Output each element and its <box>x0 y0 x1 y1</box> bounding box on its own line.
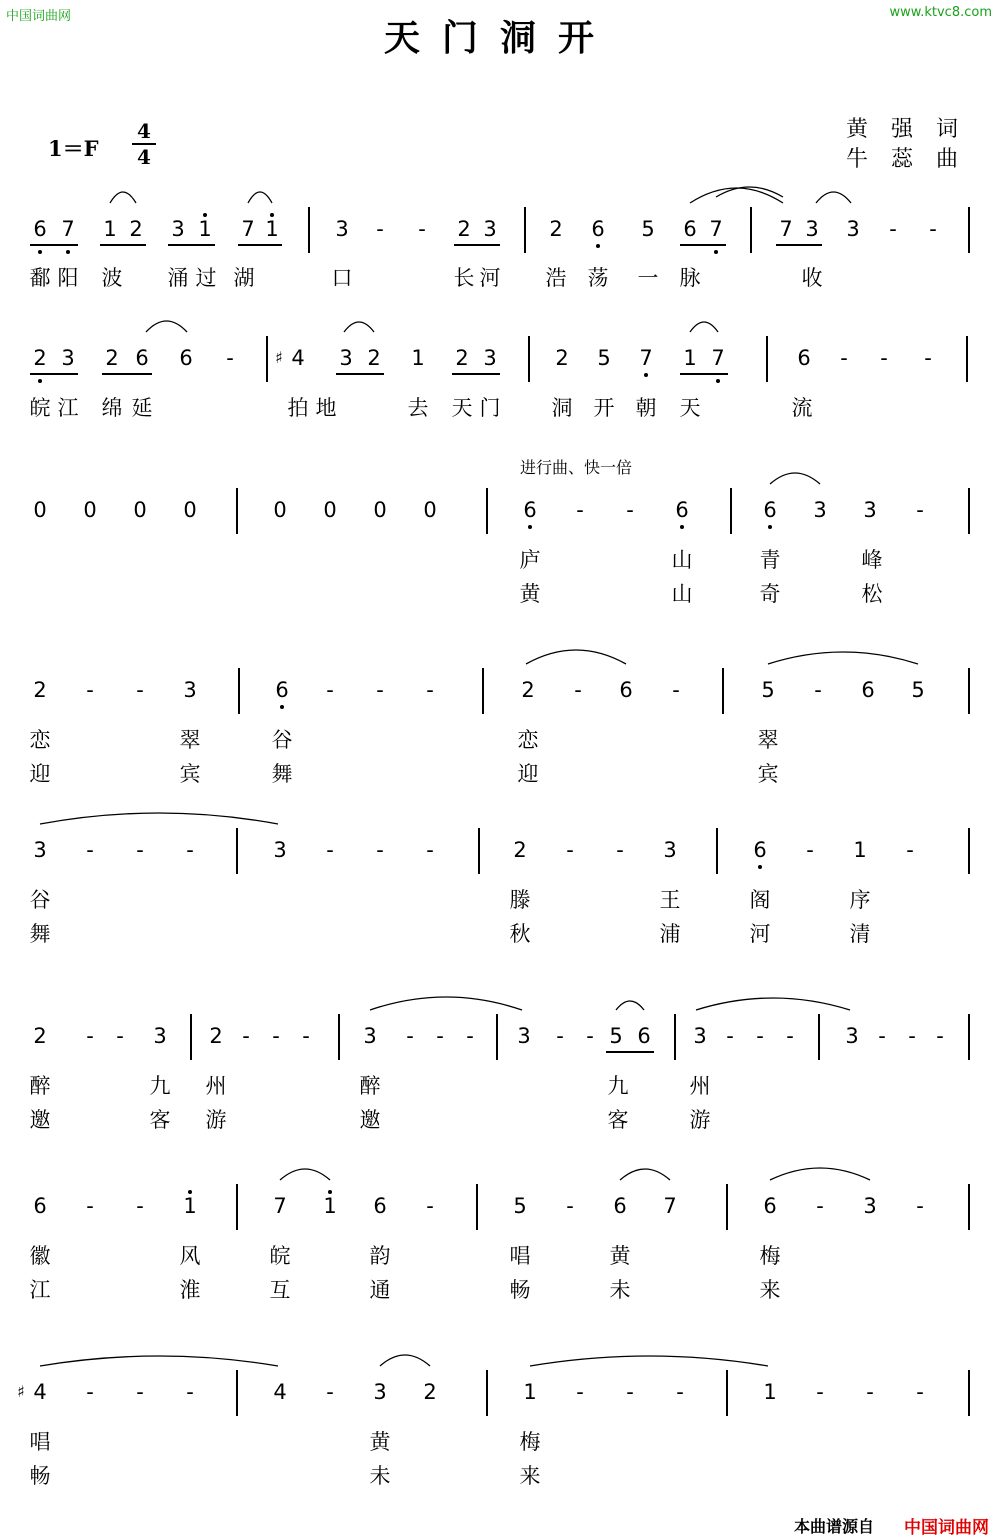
note: 1 <box>103 217 117 241</box>
slur-arc <box>526 650 626 664</box>
lyric-char: 脉 <box>679 266 701 290</box>
lyric-char: 滕 <box>509 888 531 912</box>
note: - <box>426 678 434 702</box>
lyric-char: 收 <box>801 266 823 290</box>
note: - <box>756 1024 764 1048</box>
note: 3 <box>335 217 349 241</box>
note: 2 <box>105 346 119 370</box>
note: - <box>916 1194 924 1218</box>
lyric-char: 松 <box>861 582 883 606</box>
note: 7 <box>709 217 723 241</box>
lyric-char: 邀 <box>29 1108 51 1132</box>
lyric-char: 州 <box>689 1074 711 1098</box>
note: 1 <box>853 838 867 862</box>
note: - <box>840 346 848 370</box>
note: 3 <box>663 838 677 862</box>
note: 2 <box>129 217 143 241</box>
note: - <box>186 838 194 862</box>
note: - <box>116 1024 124 1048</box>
note: - <box>406 1024 414 1048</box>
note-digit: 4 <box>291 346 305 370</box>
note: 2 <box>457 217 471 241</box>
note: - <box>806 838 814 862</box>
note: 2 <box>33 678 47 702</box>
lyric-char: 秋 <box>509 922 531 946</box>
note: 3 <box>863 1194 877 1218</box>
note: 3 <box>363 1024 377 1048</box>
note: 0 <box>373 498 387 522</box>
note: 0 <box>33 498 47 522</box>
lyric-char: 畅 <box>29 1464 51 1488</box>
slur-arc <box>768 652 918 664</box>
site-url-right: www.ktvc8.com <box>889 5 992 20</box>
note: 6 <box>637 1024 651 1048</box>
note: - <box>866 1380 874 1404</box>
note: 6 <box>797 346 811 370</box>
note: 6 <box>135 346 149 370</box>
lyric-char: 醉 <box>29 1074 51 1098</box>
lyric-char: 九 <box>149 1074 171 1098</box>
note: - <box>136 1194 144 1218</box>
note: 0 <box>323 498 337 522</box>
note: - <box>86 1380 94 1404</box>
lyric-char: 皖 <box>29 396 51 420</box>
slur-arc <box>770 473 820 484</box>
lyric-char: 唱 <box>29 1430 51 1454</box>
note: - <box>929 217 937 241</box>
note: - <box>86 678 94 702</box>
note: 5 <box>911 678 925 702</box>
note: 1 <box>763 1380 777 1404</box>
note: 0 <box>423 498 437 522</box>
meter-top: 4 <box>137 119 151 143</box>
note: 3 <box>373 1380 387 1404</box>
note: 0 <box>133 498 147 522</box>
note: 2 <box>549 217 563 241</box>
lyric-char: 恋 <box>29 728 51 752</box>
lyric-char: 阳 <box>57 266 79 290</box>
sharp-sign: ♯ <box>275 348 283 367</box>
lyric-char: 波 <box>101 266 123 290</box>
note: 6 <box>179 346 193 370</box>
note: - <box>86 1024 94 1048</box>
site-logo-left: 中国词曲网 <box>6 9 72 24</box>
note: 6 <box>373 1194 387 1218</box>
footer-source-site: 中国词曲网 <box>904 1518 989 1538</box>
note: 4 <box>273 1380 287 1404</box>
meter-bottom: 4 <box>137 145 151 169</box>
note: - <box>726 1024 734 1048</box>
note: 3 <box>805 217 819 241</box>
note: - <box>86 1194 94 1218</box>
note: 2 <box>33 1024 47 1048</box>
lyric-char: 浦 <box>659 922 681 946</box>
slur-arc <box>530 1356 768 1366</box>
lyric-char: 朝 <box>635 396 657 420</box>
lyric-char: 翠 <box>757 728 779 752</box>
note: 3 <box>171 217 185 241</box>
note: - <box>466 1024 474 1048</box>
lyric-char: 宾 <box>757 762 779 786</box>
lyric-char: 迎 <box>29 762 51 786</box>
note: - <box>906 838 914 862</box>
lyric-char: 江 <box>29 1278 51 1302</box>
lyric-char: 来 <box>759 1278 781 1302</box>
note: - <box>626 498 634 522</box>
lyric-char: 涌 <box>167 266 189 290</box>
lyric-char: 阁 <box>749 888 771 912</box>
note: 2 <box>455 346 469 370</box>
note: - <box>924 346 932 370</box>
footer-source-label: 本曲谱源自 <box>794 1517 875 1536</box>
lyric-char: 地 <box>315 396 337 420</box>
note: 0 <box>83 498 97 522</box>
note: - <box>676 1380 684 1404</box>
note: 6 <box>619 678 633 702</box>
lyric-char: 门 <box>479 396 501 420</box>
slur-arc <box>690 322 718 332</box>
lyric-char: 清 <box>849 922 871 946</box>
note: - <box>586 1024 594 1048</box>
lyric-char: 峰 <box>861 548 883 572</box>
lyric-char: 谷 <box>271 728 293 752</box>
note: - <box>556 1024 564 1048</box>
note: - <box>418 217 426 241</box>
lyric-char: 河 <box>749 922 771 946</box>
note: - <box>576 1380 584 1404</box>
composer-credit: 牛 蕊 曲 <box>846 147 966 172</box>
lyricist-credit: 黄 强 词 <box>846 117 966 142</box>
lyric-char: 湖 <box>233 266 255 290</box>
score-title: 天门洞开 <box>383 17 616 59</box>
note: 3 <box>273 838 287 862</box>
lyric-char: 洞 <box>551 396 573 420</box>
lyric-char: 游 <box>205 1108 227 1132</box>
note: 6 <box>861 678 875 702</box>
note: 7 <box>779 217 793 241</box>
note: 2 <box>209 1024 223 1048</box>
note: - <box>936 1024 944 1048</box>
note: - <box>326 678 334 702</box>
note: 5 <box>761 678 775 702</box>
lyric-char: 庐 <box>519 548 541 572</box>
slur-arc <box>40 813 278 824</box>
note: 7 <box>639 346 653 370</box>
lyric-char: 唱 <box>509 1244 531 1268</box>
lyric-char: 序 <box>849 888 871 912</box>
slur-arc <box>370 997 522 1010</box>
lyric-char: 州 <box>205 1074 227 1098</box>
note: - <box>242 1024 250 1048</box>
note: 2 <box>521 678 535 702</box>
note: 7 <box>61 217 75 241</box>
lyric-char: 荡 <box>587 266 609 290</box>
lyric-char: 浩 <box>545 266 567 290</box>
lyric-char: 宾 <box>179 762 201 786</box>
lyric-char: 未 <box>609 1278 631 1302</box>
lyric-char: 迎 <box>517 762 539 786</box>
note: - <box>302 1024 310 1048</box>
lyric-char: 通 <box>369 1278 391 1302</box>
lyric-char: 互 <box>269 1278 291 1302</box>
note: - <box>816 1194 824 1218</box>
lyric-char: 梅 <box>519 1430 541 1454</box>
note: 6 <box>591 217 605 241</box>
lyric-char: 一 <box>637 266 659 290</box>
note: 0 <box>183 498 197 522</box>
lyric-char: 谷 <box>29 888 51 912</box>
lyric-char: 客 <box>607 1108 629 1132</box>
note: 6 <box>33 217 47 241</box>
lyric-char: 舞 <box>29 922 51 946</box>
note: - <box>816 1380 824 1404</box>
lyric-char: 青 <box>759 548 781 572</box>
note: - <box>916 1380 924 1404</box>
note: 0 <box>273 498 287 522</box>
lyric-char: 醉 <box>359 1074 381 1098</box>
note: 3 <box>845 1024 859 1048</box>
note: 3 <box>33 838 47 862</box>
slur-arc <box>616 1001 644 1010</box>
note: 6 <box>675 498 689 522</box>
note: - <box>814 678 822 702</box>
key-signature: 1＝F <box>48 136 99 161</box>
lyric-char: 游 <box>689 1108 711 1132</box>
lyric-char: 拍 <box>287 396 309 420</box>
note: - <box>376 838 384 862</box>
note: 6 <box>613 1194 627 1218</box>
slur-arc <box>344 322 374 332</box>
lyric-char: 去 <box>407 396 429 420</box>
lyric-char: 翠 <box>179 728 201 752</box>
note: 1 <box>319 1194 341 1218</box>
slur-arc <box>280 1169 330 1180</box>
lyric-char: 来 <box>519 1464 541 1488</box>
lyric-char: 舞 <box>271 762 293 786</box>
note: - <box>376 678 384 702</box>
note: - <box>878 1024 886 1048</box>
lyric-char: 邀 <box>359 1108 381 1132</box>
note: - <box>786 1024 794 1048</box>
lyric-char: 河 <box>479 266 501 290</box>
lyric-char: 山 <box>671 548 693 572</box>
note: 6 <box>763 498 777 522</box>
note: 2 <box>367 346 381 370</box>
note: 7 <box>663 1194 677 1218</box>
lyric-char: 黄 <box>609 1244 631 1268</box>
note: - <box>889 217 897 241</box>
note: - <box>136 678 144 702</box>
note: 3 <box>863 498 877 522</box>
note: - <box>566 1194 574 1218</box>
slur-arc <box>816 192 851 203</box>
note: - <box>272 1024 280 1048</box>
note: - <box>616 838 624 862</box>
note: 1 <box>683 346 697 370</box>
slur-arc <box>696 998 850 1010</box>
note: 3 <box>483 346 497 370</box>
lyric-char: 恋 <box>517 728 539 752</box>
tempo-marking: 进行曲、快一倍 <box>520 458 633 477</box>
sharp-sign: ♯ <box>17 1382 25 1401</box>
lyric-char: 过 <box>195 266 217 290</box>
lyric-char: 黄 <box>519 582 541 606</box>
note: - <box>136 838 144 862</box>
note: 5 <box>513 1194 527 1218</box>
lyric-char: 梅 <box>759 1244 781 1268</box>
note: 6 <box>753 838 767 862</box>
note: 3 <box>183 678 197 702</box>
lyric-char: 风 <box>179 1244 201 1268</box>
lyric-char: 长 <box>453 266 475 290</box>
note: 6 <box>33 1194 47 1218</box>
slur-arc <box>770 1168 870 1180</box>
note: - <box>426 838 434 862</box>
lyric-char: 鄱 <box>29 266 51 290</box>
note: - <box>672 678 680 702</box>
lyric-char: 黄 <box>369 1430 391 1454</box>
note: 5 <box>641 217 655 241</box>
note: - <box>86 838 94 862</box>
lyric-char: 徽 <box>29 1244 51 1268</box>
note: 3 <box>693 1024 707 1048</box>
lyric-char: 江 <box>57 396 79 420</box>
lyric-char: 未 <box>369 1464 391 1488</box>
note: 1 <box>523 1380 537 1404</box>
note: 1 <box>261 217 283 241</box>
note: 7 <box>241 217 255 241</box>
note: 6 <box>683 217 697 241</box>
note: 5 <box>597 346 611 370</box>
note: 6 <box>275 678 289 702</box>
slur-arc <box>248 192 272 203</box>
note: - <box>136 1380 144 1404</box>
note: 2 <box>555 346 569 370</box>
note: - <box>326 1380 334 1404</box>
note: - <box>376 217 384 241</box>
lyric-char: 王 <box>659 888 681 912</box>
lyric-char: 皖 <box>269 1244 291 1268</box>
lyric-char: 韵 <box>369 1244 391 1268</box>
note: 3 <box>483 217 497 241</box>
note: 6 <box>763 1194 777 1218</box>
note: 1 <box>411 346 425 370</box>
note: 7 <box>273 1194 287 1218</box>
note: - <box>436 1024 444 1048</box>
lyric-char: 淮 <box>179 1278 201 1302</box>
note: 7 <box>711 346 725 370</box>
note: - <box>908 1024 916 1048</box>
note: 6 <box>523 498 537 522</box>
note: - <box>186 1380 194 1404</box>
lyric-char: 口 <box>331 266 353 290</box>
note: 2 <box>33 346 47 370</box>
slur-arc <box>146 321 187 332</box>
note: 3 <box>61 346 75 370</box>
note: 2 <box>513 838 527 862</box>
lyric-char: 天 <box>451 396 473 420</box>
slur-arc <box>380 1355 430 1366</box>
note: - <box>566 838 574 862</box>
lyric-char: 绵 <box>101 396 123 420</box>
note: 2 <box>423 1380 437 1404</box>
lyric-char: 天 <box>679 396 701 420</box>
note: - <box>574 678 582 702</box>
note: - <box>426 1194 434 1218</box>
slur-arc <box>110 192 136 203</box>
note: - <box>916 498 924 522</box>
note: 3 <box>517 1024 531 1048</box>
lyric-char: 开 <box>593 396 615 420</box>
slur-arc <box>620 1169 670 1180</box>
note: 3 <box>153 1024 167 1048</box>
note: 3 <box>846 217 860 241</box>
lyric-char: 流 <box>791 396 813 420</box>
note: - <box>226 346 234 370</box>
lyric-char: 九 <box>607 1074 629 1098</box>
lyric-char: 客 <box>149 1108 171 1132</box>
note: - <box>326 838 334 862</box>
note-digit: 4 <box>33 1380 47 1404</box>
lyric-char: 山 <box>671 582 693 606</box>
lyric-char: 畅 <box>509 1278 531 1302</box>
note: 3 <box>813 498 827 522</box>
note: - <box>626 1380 634 1404</box>
note: 3 <box>339 346 353 370</box>
slur-arc <box>40 1356 278 1366</box>
note: - <box>576 498 584 522</box>
note: - <box>880 346 888 370</box>
note: 1 <box>179 1194 201 1218</box>
note: 1 <box>194 217 216 241</box>
lyric-char: 延 <box>131 396 153 420</box>
lyric-char: 奇 <box>759 582 781 606</box>
note: 5 <box>609 1024 623 1048</box>
